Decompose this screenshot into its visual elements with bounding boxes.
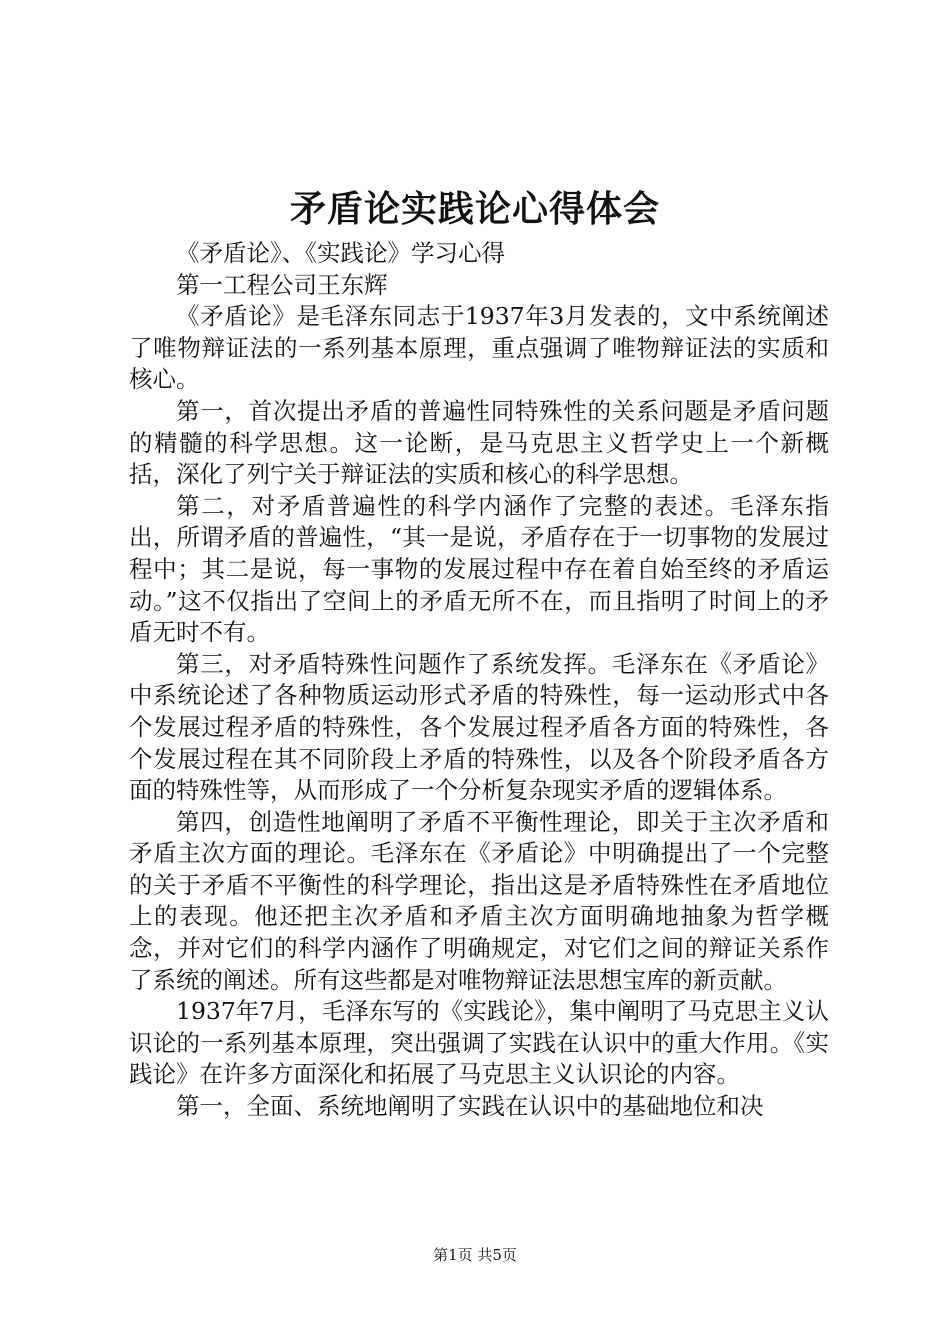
author-paragraph: 第一工程公司王东辉 bbox=[176, 270, 388, 299]
page-footer: 第1页 共5页 bbox=[433, 1246, 517, 1264]
body-paragraph: 《矛盾论》是毛泽东同志于1937年3月发表的，文中系统阐述了唯物辩证法的一系列基本原理，重点强调了唯物辩证法的实质和核心。 bbox=[129, 302, 829, 394]
document-title: 矛盾论实践论心得体会 bbox=[289, 188, 660, 230]
body-paragraph: 第一，首次提出矛盾的普遍性同特殊性的关系问题是矛盾问题的精髓的科学思想。这一论断，是马克思主义哲学史上一个新概括，深化了列宁关于辩证法的实质和核心的科学思想。 bbox=[129, 396, 829, 489]
body-paragraph: 第三，对矛盾特殊性问题作了系统发挥。毛泽东在《矛盾论》中系统论述了各种物质运动形式矛盾的特殊性，每一运动形式中各个发展过程矛盾的特殊性，各个发展过程矛盾各方面的特殊性，各个发展过程在其不同阶段上矛盾的特殊性，以及各个阶段矛盾各方面的特殊性等，从而形成了一个分析复杂现实矛盾的逻辑体系。 bbox=[129, 649, 829, 805]
subtitle-paragraph: 《矛盾论》、《实践论》学习心得 bbox=[176, 239, 505, 267]
body-paragraph: 1937年7月，毛泽东写的《实践论》，集中阐明了马克思主义认识论的一系列基本原理，突出强调了实践在认识中的重大作用。《实践论》在许多方面深化和拓展了马克思主义认识论的内容。 bbox=[129, 997, 829, 1089]
body-paragraph: 第二，对矛盾普遍性的科学内涵作了完整的表述。毛泽东指出，所谓矛盾的普遍性，“其一是说，矛盾存在于一切事物的发展过程中；其二是说，每一事物的发展过程中存在着自始至终的矛盾运动。”这不仅指出了空间上的矛盾无所不在，而且指明了时间上的矛盾无时不有。 bbox=[129, 491, 829, 647]
body-paragraph: 第四，创造性地阐明了矛盾不平衡性理论，即关于主次矛盾和矛盾主次方面的理论。毛泽东在《矛盾论》中明确提出了一个完整的关于矛盾不平衡性的科学理论，指出这是矛盾特殊性在矛盾地位上的表现。他还把主次矛盾和矛盾主次方面明确地抽象为哲学概念，并对它们的科学内涵作了明确规定，对它们之间的辩证关系作了系统的阐述。所有这些都是对唯物辩证法思想宝库的新贡献。 bbox=[129, 807, 829, 994]
body-paragraph: 第一，全面、系统地阐明了实践在认识中的基础地位和决 bbox=[176, 1092, 764, 1121]
document-body bbox=[129, 238, 829, 1123]
